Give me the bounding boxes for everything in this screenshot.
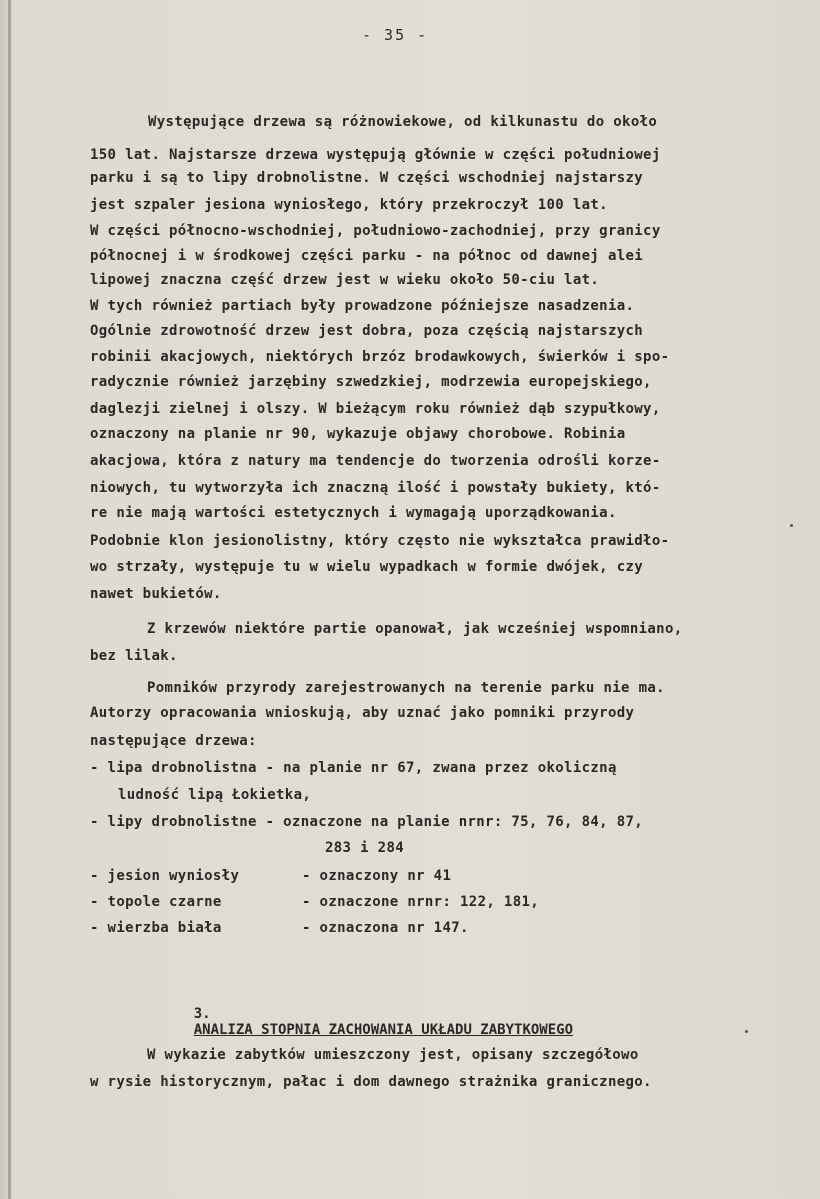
ink-speck <box>745 1030 748 1033</box>
list-item-name: - jesion wyniosły <box>90 868 240 884</box>
text-line: bez lilak. <box>90 648 178 664</box>
text-line: parku i są to lipy drobnolistne. W części wschodniej najstarszy <box>90 170 644 186</box>
text-line: 150 lat. Najstarsze drzewa występują głównie w części południowej <box>90 147 661 163</box>
ink-speck <box>790 524 793 527</box>
text-line: radycznie również jarzębiny szwedzkiej, modrzewia europejskiego, <box>90 374 652 390</box>
page-number: - 35 - <box>362 26 429 44</box>
text-line: W wykazie zabytków umieszczony jest, opisany szczegółowo <box>147 1047 639 1063</box>
text-line: północnej i w środkowej części parku - na północ od dawnej alei <box>90 248 644 264</box>
text-line: oznaczony na planie nr 90, wykazuje objawy chorobowe. Robinia <box>90 426 626 442</box>
text-line: lipowej znaczna część drzew jest w wieku około 50-ciu lat. <box>90 272 600 288</box>
text-line: W tych również partiach były prowadzone późniejsze nasadzenia. <box>90 298 635 314</box>
text-line: re nie mają wartości estetycznych i wymagają uporządkowania. <box>90 505 617 521</box>
text-line: daglezji zielnej i olszy. W bieżącym roku również dąb szypułkowy, <box>90 401 661 417</box>
text-line: Autorzy opracowania wnioskują, aby uznać jako pomniki przyrody <box>90 705 635 721</box>
text-line: akacjowa, która z natury ma tendencje do tworzenia odrośli korze- <box>90 453 661 469</box>
text-line: Występujące drzewa są różnowiekowe, od kilkunastu do około <box>148 114 658 130</box>
text-line: W części północno-wschodniej, południowo-zachodniej, przy granicy <box>90 223 661 239</box>
section-number: 3. <box>193 1006 211 1022</box>
list-item-value: - oznaczony nr 41 <box>302 868 452 884</box>
text-line: Z krzewów niektóre partie opanował, jak wcześniej wspomniano, <box>147 621 683 637</box>
list-item: - lipy drobnolistne - oznaczone na planie nrnr: 75, 76, 84, 87, <box>90 814 644 830</box>
list-item: - lipa drobnolistna - na planie nr 67, zwana przez okoliczną <box>90 760 617 776</box>
list-item-continuation: 283 i 284 <box>325 840 405 856</box>
list-item-continuation: ludność lipą Łokietka, <box>118 787 312 803</box>
text-line: w rysie historycznym, pałac i dom dawnego strażnika granicznego. <box>90 1074 652 1090</box>
page-edge <box>8 0 11 1199</box>
list-item-value: - oznaczone nrnr: 122, 181, <box>302 894 540 910</box>
text-line: Pomników przyrody zarejestrowanych na terenie parku nie ma. <box>147 680 665 696</box>
text-line: niowych, tu wytworzyła ich znaczną ilość i powstały bukiety, któ- <box>90 480 661 496</box>
list-item-name: - wierzba biała <box>90 920 222 936</box>
text-line: następujące drzewa: <box>90 733 257 749</box>
text-line: jest szpaler jesiona wyniosłego, który przekroczył 100 lat. <box>90 197 608 213</box>
text-line: Ogólnie zdrowotność drzew jest dobra, poza częścią najstarszych <box>90 323 644 339</box>
section-title: ANALIZA STOPNIA ZACHOWANIA UKŁADU ZABYTKOWEGO <box>193 1022 574 1038</box>
text-line: wo strzały, występuje tu w wielu wypadkach w formie dwójek, czy <box>90 559 644 575</box>
list-item-value: - oznaczona nr 147. <box>302 920 469 936</box>
text-line: nawet bukietów. <box>90 586 222 602</box>
list-item-name: - topole czarne <box>90 894 222 910</box>
text-line: Podobnie klon jesionolistny, który często nie wykształca prawidło- <box>90 533 670 549</box>
text-line: robinii akacjowych, niektórych brzóz brodawkowych, świerków i spo- <box>90 349 670 365</box>
